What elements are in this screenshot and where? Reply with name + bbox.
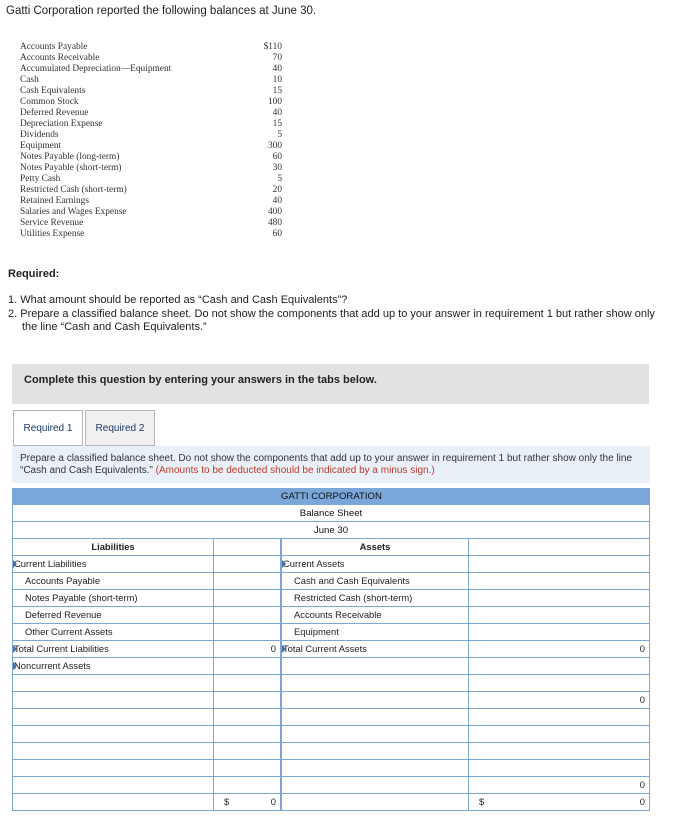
intro-text: Gatti Corporation reported the following balances at June 30. xyxy=(6,5,317,17)
liability-label-cell[interactable] xyxy=(12,777,213,794)
sheet-row xyxy=(12,573,650,590)
account-name: Service Revenue xyxy=(20,218,84,228)
liability-amount-cell[interactable] xyxy=(213,709,280,726)
instruction-box xyxy=(12,446,650,483)
liability-label-cell[interactable]: Other Current Assets xyxy=(12,624,213,641)
account-row xyxy=(20,53,282,64)
liability-amount-cell[interactable] xyxy=(213,794,280,811)
asset-amount-cell[interactable] xyxy=(468,590,650,607)
account-name: Equipment xyxy=(20,141,62,151)
sheet-row xyxy=(12,743,650,760)
account-amount: 400 xyxy=(267,207,282,217)
account-amount: 10 xyxy=(272,75,282,85)
asset-amount-value: 0 xyxy=(639,796,645,807)
account-amount: 40 xyxy=(272,108,282,118)
asset-label-cell[interactable]: Current Assets xyxy=(280,556,468,573)
asset-amount-cell[interactable] xyxy=(468,709,650,726)
account-row xyxy=(20,218,282,229)
account-name: Notes Payable (short-term) xyxy=(20,163,122,173)
sheet-company: GATTI CORPORATION xyxy=(12,488,650,505)
asset-label-cell[interactable]: Accounts Receivable xyxy=(280,607,468,624)
sheet-row xyxy=(12,692,650,709)
account-row xyxy=(20,130,282,141)
sheet-row xyxy=(12,590,650,607)
account-row xyxy=(20,108,282,119)
sheet-row xyxy=(12,777,650,794)
sheet-row xyxy=(12,726,650,743)
asset-amount-cell[interactable] xyxy=(468,624,650,641)
account-name: Utilities Expense xyxy=(20,229,85,239)
liability-amount-cell[interactable] xyxy=(213,692,280,709)
asset-label-cell[interactable] xyxy=(280,760,468,777)
account-amount: 60 xyxy=(272,152,282,162)
sheet-row xyxy=(12,624,650,641)
sheet-date: June 30 xyxy=(12,522,650,539)
asset-amount-cell[interactable] xyxy=(468,760,650,777)
sheet-row xyxy=(12,607,650,624)
liability-amount-cell[interactable] xyxy=(213,556,280,573)
asset-amount-cell[interactable] xyxy=(468,794,650,811)
liability-amount-cell[interactable] xyxy=(213,743,280,760)
asset-label-cell[interactable] xyxy=(280,675,468,692)
account-name: Common Stock xyxy=(20,97,79,107)
account-row xyxy=(20,185,282,196)
asset-label-cell[interactable] xyxy=(280,743,468,760)
account-row xyxy=(20,86,282,97)
asset-amount-cell[interactable] xyxy=(468,675,650,692)
asset-label-cell[interactable] xyxy=(280,777,468,794)
liability-label-cell[interactable]: Accounts Payable xyxy=(12,573,213,590)
liability-label-cell[interactable]: Notes Payable (short-term) xyxy=(12,590,213,607)
liability-amount-cell[interactable] xyxy=(213,573,280,590)
liability-label-cell[interactable] xyxy=(12,692,213,709)
liability-amount-value: 0 xyxy=(270,643,276,654)
requirement-1: 1. What amount should be reported as “Cash and Cash Equivalents”? xyxy=(8,294,348,306)
account-amount: 40 xyxy=(272,196,282,206)
sheet-row xyxy=(12,556,650,573)
account-amount: 60 xyxy=(272,229,282,239)
instruction-note: (Amounts to be deducted should be indicated by a minus sign.) xyxy=(155,464,435,476)
complete-prompt-box xyxy=(12,364,649,404)
requirement-2-line2: the line “Cash and Cash Equivalents.” xyxy=(22,321,207,333)
account-name: Dividends xyxy=(20,130,59,140)
tab-bar xyxy=(13,410,155,446)
account-balances-table xyxy=(20,42,282,240)
account-name: Salaries and Wages Expense xyxy=(20,207,127,217)
sheet-row xyxy=(12,641,650,658)
liability-amount-cell[interactable] xyxy=(213,607,280,624)
liability-amount-cell[interactable] xyxy=(213,777,280,794)
liability-amount-value: 0 xyxy=(270,796,276,807)
asset-amount-cell[interactable] xyxy=(468,556,650,573)
asset-amount-cell[interactable] xyxy=(468,692,650,709)
tab-required-2[interactable]: Required 2 xyxy=(85,410,155,446)
sheet-row xyxy=(12,794,650,811)
account-row xyxy=(20,75,282,86)
account-amount: 15 xyxy=(272,86,282,96)
liability-label-cell[interactable]: Noncurrent Assets xyxy=(12,658,213,675)
requirement-2 xyxy=(8,308,693,334)
account-row xyxy=(20,207,282,218)
asset-amount-value: 0 xyxy=(639,643,645,654)
account-amount: 480 xyxy=(267,218,282,228)
liability-label-cell[interactable]: Deferred Revenue xyxy=(12,607,213,624)
liability-label-cell[interactable] xyxy=(12,675,213,692)
asset-amount-cell[interactable] xyxy=(468,641,650,658)
sheet-row xyxy=(12,760,650,777)
account-row xyxy=(20,174,282,185)
liability-label-cell[interactable] xyxy=(12,709,213,726)
liabilities-header-amt xyxy=(213,539,280,556)
account-row xyxy=(20,42,282,53)
liability-amount-cell[interactable] xyxy=(213,675,280,692)
liability-amount-cell[interactable] xyxy=(213,641,280,658)
liability-label-cell[interactable]: Current Liabilities xyxy=(12,556,213,573)
asset-label-cell[interactable]: Cash and Cash Equivalents xyxy=(280,573,468,590)
asset-amount-cell[interactable] xyxy=(468,726,650,743)
assets-header-amt xyxy=(468,539,650,556)
liability-label-cell[interactable] xyxy=(12,743,213,760)
account-row xyxy=(20,196,282,207)
asset-amount-value: 0 xyxy=(639,779,645,790)
dollar-sign: $ xyxy=(224,796,230,807)
account-amount: 100 xyxy=(267,97,282,107)
asset-label-cell[interactable] xyxy=(280,794,468,811)
liability-label-cell[interactable] xyxy=(12,726,213,743)
account-row xyxy=(20,141,282,152)
liability-label-cell[interactable] xyxy=(12,794,213,811)
asset-label-cell[interactable]: Restricted Cash (short-term) xyxy=(280,590,468,607)
required-heading: Required: xyxy=(8,268,60,280)
sheet-row xyxy=(12,709,650,726)
complete-prompt: Complete this question by entering your answers in the tabs below. xyxy=(24,374,377,386)
account-amount: 20 xyxy=(272,185,282,195)
balance-sheet xyxy=(12,488,650,811)
sheet-title: Balance Sheet xyxy=(12,505,650,522)
requirement-2-line1: 2. Prepare a classified balance sheet. Do not show the components that add up to your answer in requirement 1 but rather show only xyxy=(8,308,655,320)
asset-label-cell[interactable]: Equipment xyxy=(280,624,468,641)
account-amount: 15 xyxy=(272,119,282,129)
asset-amount-cell[interactable] xyxy=(468,777,650,794)
asset-label-cell[interactable] xyxy=(280,692,468,709)
liability-label-cell[interactable]: Total Current Liabilities xyxy=(12,641,213,658)
account-name: Petty Cash xyxy=(20,174,61,184)
account-row xyxy=(20,152,282,163)
account-amount: 5 xyxy=(277,130,282,140)
account-name: Retained Earnings xyxy=(20,196,89,206)
tab-required-1[interactable]: Required 1 xyxy=(13,410,83,446)
column-header-row xyxy=(12,539,650,556)
liabilities-header: Liabilities xyxy=(12,539,213,556)
asset-label-cell[interactable]: Total Current Assets xyxy=(280,641,468,658)
sheet-row xyxy=(12,658,650,675)
sheet-row xyxy=(12,675,650,692)
account-row xyxy=(20,229,282,240)
liability-label-cell[interactable] xyxy=(12,760,213,777)
asset-amount-cell[interactable] xyxy=(468,607,650,624)
asset-amount-cell[interactable] xyxy=(468,743,650,760)
account-row xyxy=(20,119,282,130)
liability-amount-cell[interactable] xyxy=(213,760,280,777)
account-amount: 5 xyxy=(277,174,282,184)
liability-amount-cell[interactable] xyxy=(213,658,280,675)
account-row xyxy=(20,97,282,108)
asset-label-cell[interactable] xyxy=(280,709,468,726)
account-amount: 300 xyxy=(267,141,282,151)
instruction-text: Prepare a classified balance sheet. Do not show the components that add up to your answer in requirement 1 but rather show only the line “Cash and Cash Equivalents.” xyxy=(20,453,633,476)
account-name: Accumulated Depreciation—Equipment xyxy=(20,64,172,74)
liability-amount-cell[interactable] xyxy=(213,590,280,607)
account-amount: $110 xyxy=(263,42,282,52)
asset-label-cell[interactable] xyxy=(280,658,468,675)
sheet-rows xyxy=(12,556,650,811)
account-name: Deferred Revenue xyxy=(20,108,89,118)
account-row xyxy=(20,163,282,174)
asset-label-cell[interactable] xyxy=(280,726,468,743)
account-row xyxy=(20,64,282,75)
account-amount: 40 xyxy=(272,64,282,74)
account-name: Notes Payable (long-term) xyxy=(20,152,120,162)
account-amount: 70 xyxy=(272,53,282,63)
account-name: Cash xyxy=(20,75,39,85)
assets-header: Assets xyxy=(280,539,468,556)
account-name: Cash Equivalents xyxy=(20,86,86,96)
account-amount: 30 xyxy=(272,163,282,173)
account-name: Accounts Payable xyxy=(20,42,88,52)
account-name: Restricted Cash (short-term) xyxy=(20,185,127,195)
account-name: Depreciation Expense xyxy=(20,119,103,129)
account-name: Accounts Receivable xyxy=(20,53,100,63)
liability-amount-cell[interactable] xyxy=(213,726,280,743)
asset-amount-cell[interactable] xyxy=(468,658,650,675)
asset-amount-value: 0 xyxy=(639,694,645,705)
liability-amount-cell[interactable] xyxy=(213,624,280,641)
dollar-sign: $ xyxy=(479,796,485,807)
asset-amount-cell[interactable] xyxy=(468,573,650,590)
